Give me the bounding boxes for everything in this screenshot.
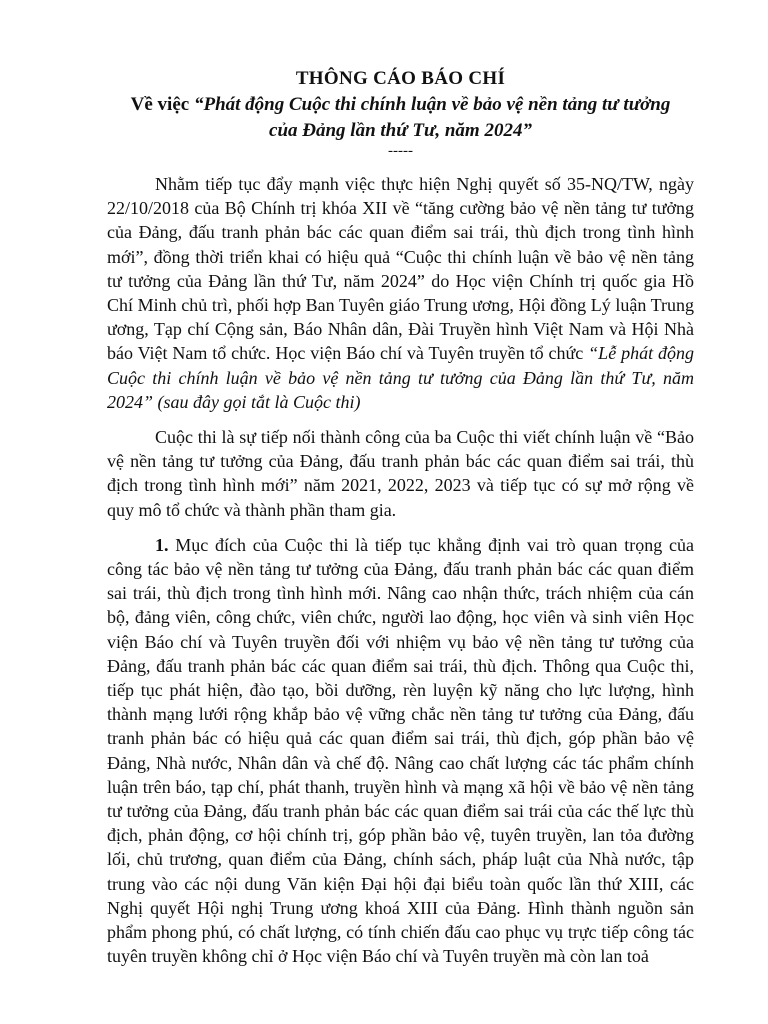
document-header xyxy=(107,66,694,158)
document-subtitle-line-1 xyxy=(107,92,694,118)
header-separator: ----- xyxy=(388,143,413,159)
paragraph-purpose xyxy=(107,533,694,969)
paragraph-intro-italic: “Lễ phát động Cuộc thi chính luận về bảo vệ nền tảng tư tưởng của Đảng lần thứ Tư, năm 2024” (sau đây gọi tắt là Cuộc thi) xyxy=(107,343,694,412)
document-page xyxy=(107,66,694,969)
subtitle-italic: “Phát động Cuộc thi chính luận về bảo vệ nền tảng tư tưởng xyxy=(193,94,671,115)
paragraph-background: Cuộc thi là sự tiếp nối thành công của ba Cuộc thi viết chính luận về “Bảo vệ nền tảng tư tưởng của Đảng, đấu tranh phản bác các quan điểm sai trái, thù địch trong tình hình mới” năm 2021, 2022, 2023 và tiếp tục có sự mở rộng về quy mô tổ chức và thành phần tham gia. xyxy=(107,427,694,520)
subtitle-prefix: Về việc xyxy=(130,94,194,115)
paragraph-intro-text: Nhằm tiếp tục đẩy mạnh việc thực hiện Nghị quyết số 35-NQ/TW, ngày 22/10/2018 của Bộ Chính trị khóa XII về “tăng cường bảo vệ nền tảng tư tưởng của Đảng, đấu tranh phản bác các quan điểm sai trái, thù địch trong tình hình mới”, đồng thời triển khai có hiệu quả “Cuộc thi chính luận về bảo vệ nền tảng tư tưởng của Đảng lần thứ Tư, năm 2024” do Học viện Chính trị quốc gia Hồ Chí Minh chủ trì, phối hợp Ban Tuyên giáo Trung ương, Hội đồng Lý luận Trung ương, Tạp chí Cộng sản, Báo Nhân dân, Đài Truyền hình Việt Nam và Hội Nhà báo Việt Nam tổ chức. Học viện Báo chí và Tuyên truyền tổ chức xyxy=(107,174,694,364)
paragraph-purpose-text: Mục đích của Cuộc thi là tiếp tục khẳng định vai trò quan trọng của công tác bảo vệ nền tảng tư tưởng của Đảng, đấu tranh phản bác các quan điểm sai trái, thù địch trong tình hình mới. Nâng cao nhận thức, trách nhiệm của cán bộ, đảng viên, công chức, viên chức, người lao động, học viên và sinh viên Học viện Báo chí và Tuyên truyền đối với nhiệm vụ bảo vệ nền tảng tư tưởng của Đảng, đấu tranh phản bác các quan điểm sai trái, thù địch. Thông qua Cuộc thi, tiếp tục phát hiện, đào tạo, bồi dưỡng, rèn luyện kỹ năng cho lực lượng, hình thành mạng lưới rộng khắp bảo vệ vững chắc nền tảng tư tưởng của Đảng, đấu tranh phản bác có hiệu quả các quan điểm sai trái, thù địch, góp phần bảo vệ Đảng, Nhà nước, Nhân dân và chế độ. Nâng cao chất lượng các tác phẩm chính luận trên báo, tạp chí, phát thanh, truyền hình và mạng xã hội về bảo vệ nền tảng tư tưởng của Đảng, đấu tranh phản bác các quan điểm sai trái của các thế lực thù địch, phản động, cơ hội chính trị, góp phần bảo vệ, tuyên truyền, lan tỏa đường lối, chủ trương, quan điểm của Đảng, chính sách, pháp luật của Nhà nước, tập trung vào các nội dung Văn kiện Đại hội đại biểu toàn quốc lần thứ XIII, các Nghị quyết Hội nghị Trung ương khoá XIII của Đảng. Hình thành nguồn sản phẩm phong phú, có chất lượng, có tính chiến đấu cao phục vụ trực tiếp công tác tuyên truyền không chỉ ở Học viện Báo chí và Tuyên truyền mà còn lan toả xyxy=(107,534,694,967)
document-subtitle-line-2: của Đảng lần thứ Tư, năm 2024” xyxy=(269,120,532,141)
document-title: THÔNG CÁO BÁO CHÍ xyxy=(295,68,506,89)
paragraph-intro xyxy=(107,172,694,414)
section-number: 1. xyxy=(155,534,169,555)
